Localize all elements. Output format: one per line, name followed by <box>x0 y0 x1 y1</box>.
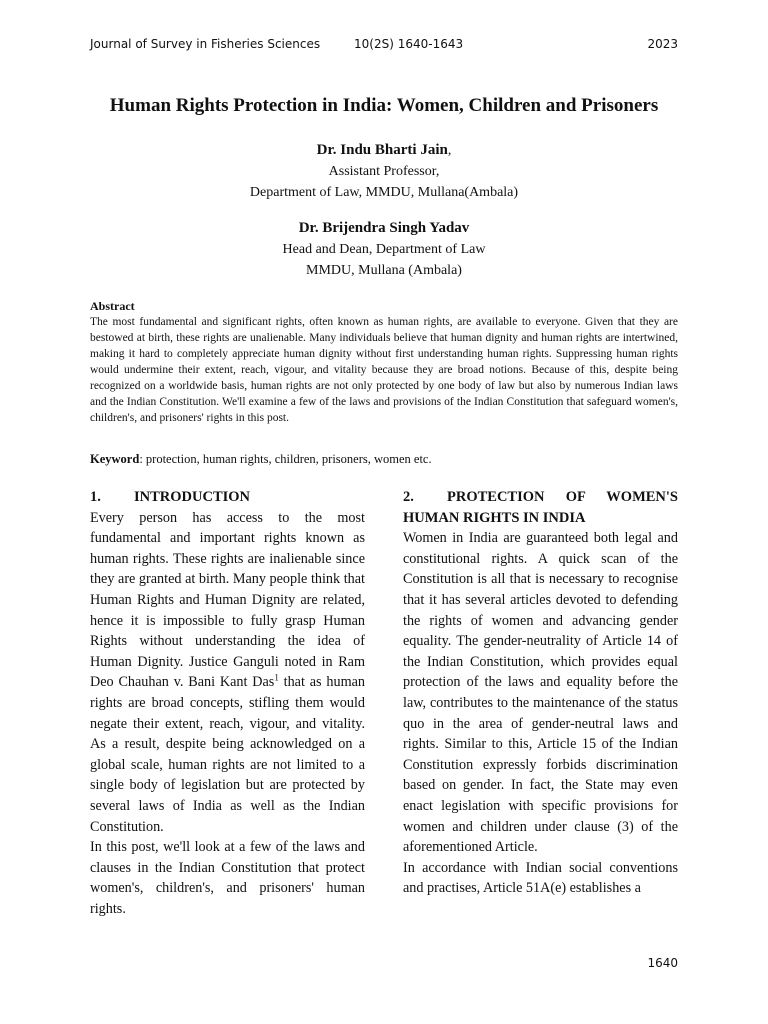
paragraph-text: Every person has access to the most fundamental and important rights known as human rights. These rights are inalienable since they are granted at birth. Many people think that Human Rights and Human Dignity are related, hence it is impossible to fully grasp Human Rights without understanding the idea of Human Dignity. Justice Ganguli noted in Ram Deo Chauhan v. Bani Kant Das <box>90 509 365 691</box>
author-name-suffix: , <box>447 143 452 158</box>
running-head <box>90 37 678 53</box>
author-affiliation: MMDU, Mullana (Ambala) <box>306 263 462 278</box>
volume-info: 10(2S) 1640-1643 <box>354 37 464 51</box>
footnote-marker[interactable]: 1 <box>274 672 279 683</box>
keywords-label: Keyword <box>90 452 140 466</box>
paragraph-text: that as human rights are broad concepts, stifling them would negate their extent, reach, vigour, and vitality. As a result, despite being acknowledged on a global scale, human rights are not limited to a single body of legislation but are protected by several laws of India as well as the Indian Constitution. <box>90 674 365 835</box>
paper-title: Human Rights Protection in India: Women, Children and Prisoners <box>109 95 659 116</box>
women-paragraph: In accordance with Indian social conventions and practises, Article 51A(e) establishes a <box>403 859 678 897</box>
abstract <box>90 298 678 426</box>
section-heading-women <box>403 487 678 508</box>
section-heading-introduction <box>90 487 365 508</box>
section-title: INTRODUCTION <box>134 489 251 505</box>
introduction-paragraph <box>90 508 365 838</box>
author-affiliation: Department of Law, MMDU, Mullana(Ambala) <box>249 185 519 200</box>
introduction-paragraph: In this post, we'll look at a few of the laws and clauses in the Indian Constitution that protect women's, children's, and prisoners' human rights. <box>90 839 365 917</box>
author-2 <box>90 218 678 281</box>
journal-name: Journal of Survey in Fisheries Sciences <box>90 37 321 51</box>
author-1 <box>90 140 678 203</box>
section-heading-women-cont: HUMAN RIGHTS IN INDIA <box>403 509 586 526</box>
page-number: 1640 <box>647 956 678 970</box>
keywords-list: : protection, human rights, children, prisoners, women etc. <box>139 452 432 466</box>
author-name: Dr. Indu Bharti Jain <box>316 142 448 158</box>
left-column <box>90 487 365 919</box>
author-name: Dr. Brijendra Singh Yadav <box>298 220 470 236</box>
keywords <box>90 451 678 468</box>
publication-year: 2023 <box>647 37 678 51</box>
right-column <box>403 487 678 899</box>
section-title: PROTECTION OF WOMEN'S <box>447 489 678 505</box>
abstract-heading: Abstract <box>90 299 135 313</box>
women-paragraph: Women in India are guaranteed both legal and constitutional rights. A quick scan of the Constitution is all that is necessary to recognise that it has several articles devoted to defending the rights of women and advancing gender equality. The gender-neutrality of Article 14 of the Indian Constitution, which provides equal protection of the laws and equality before the law, contributes to the maintenance of the status quo in the area of gender-neutral laws and rights. Similar to this, Article 15 of the Indian Constitution expressly forbids discrimination based on gender. In fact, the State may even enact legislation with specific provisions for women and children under clause (3) of the aforementioned Article. <box>403 530 678 856</box>
abstract-body: The most fundamental and significant rights, often known as human rights, are available to everyone. Given that they are bestowed at birth, these rights are unalienable. Many individuals believe that human dignity and human rights are intertwined, making it hard to completely appreciate human dignity without first understanding human rights. Suppressing human rights would undermine their extent, reach, vigour, and vitality because they are broad notions. Because of this, despite being recognized on a worldwide basis, human rights are not only protected by one body of law but also by numerous Indian laws and the Indian Constitution. We'll examine a few of the laws and provisions of the Indian Constitution that safeguard women's, children's, and prisoners' rights in this post. <box>90 316 678 424</box>
section-number: 1. <box>90 489 101 505</box>
author-affiliation: Assistant Professor, <box>328 164 440 179</box>
section-number: 2. <box>403 489 414 505</box>
author-affiliation: Head and Dean, Department of Law <box>282 242 486 257</box>
